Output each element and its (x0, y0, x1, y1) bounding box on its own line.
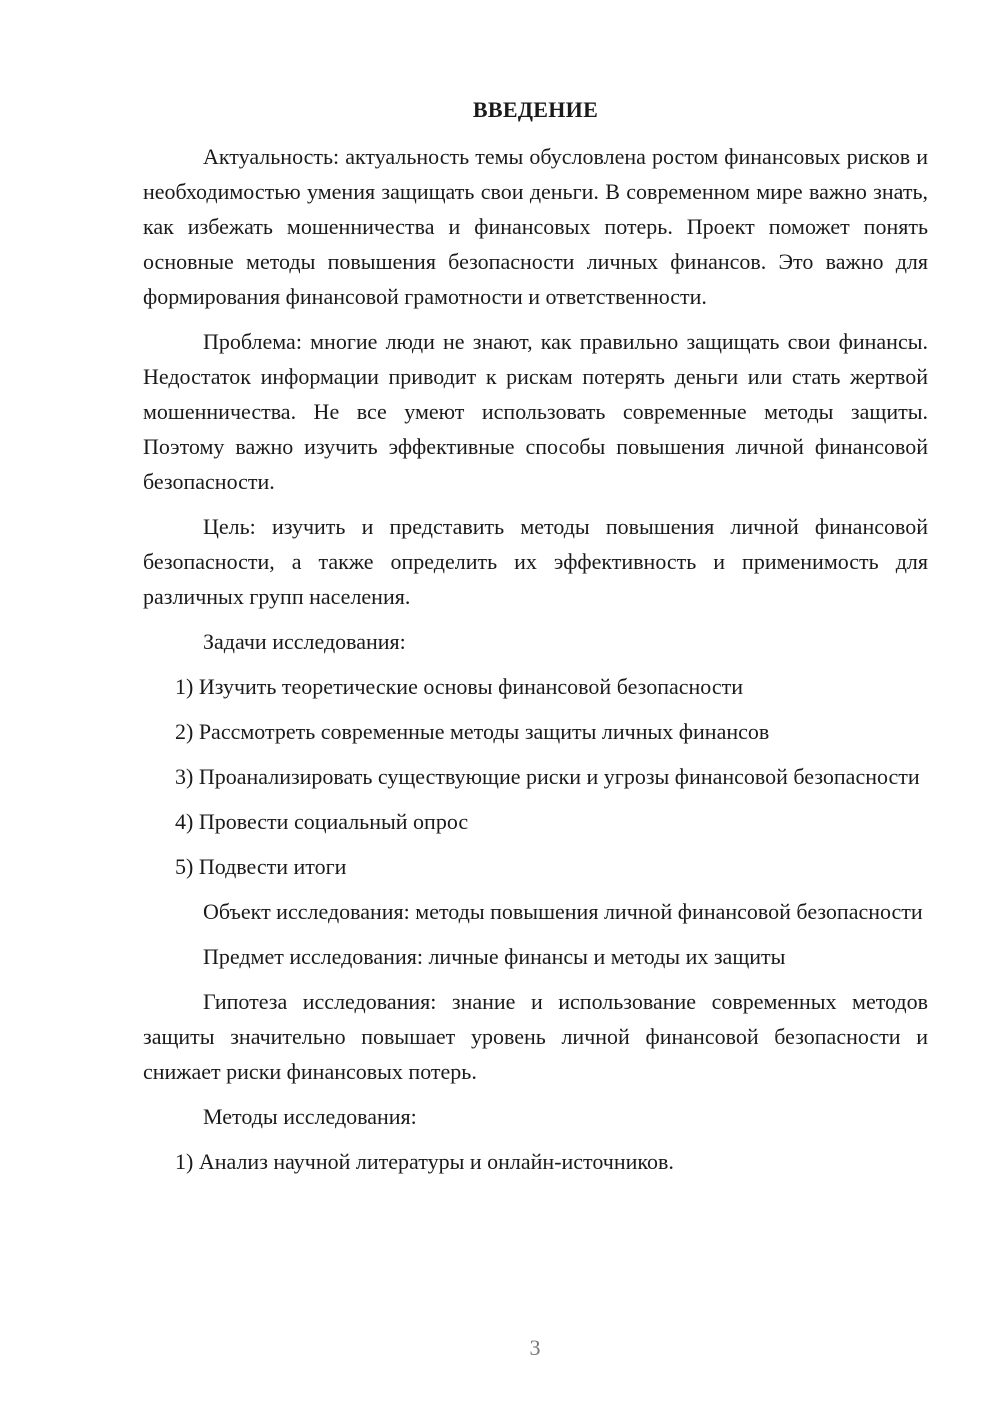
paragraph-subject: Предмет исследования: личные финансы и методы их защиты (203, 944, 786, 969)
paragraph-hypothesis: Гипотеза исследования: знание и использование современных методов защиты значительно повышает уровень личной финансовой безопасности и снижает риски финансовых потерь. (143, 989, 928, 1084)
paragraph-goal: Цель: изучить и представить методы повышения личной финансовой безопасности, а также определить их эффективность и применимость для различных групп населения. (143, 514, 928, 609)
page-title: ВВЕДЕНИЕ (472, 97, 599, 122)
paragraph-problem: Проблема: многие люди не знают, как правильно защищать свои финансы. Недостаток информации приводит к рискам потерять деньги или стать жертвой мошенничества. Не все умеют использовать современные методы защиты. Поэтому важно изучить эффективные способы повышения личной финансовой безопасности. (143, 329, 928, 494)
task-item-4: 4) Провести социальный опрос (175, 809, 469, 834)
task-item-1: 1) Изучить теоретические основы финансовой безопасности (175, 674, 743, 699)
page-content (143, 92, 928, 1189)
method-item-1: 1) Анализ научной литературы и онлайн-источников. (175, 1149, 674, 1174)
methods-heading: Методы исследования: (203, 1104, 417, 1129)
tasks-heading: Задачи исследования: (203, 629, 406, 654)
paragraph-object: Объект исследования: методы повышения личной финансовой безопасности (203, 899, 923, 924)
paragraph-relevance: Актуальность: актуальность темы обусловлена ростом финансовых рисков и необходимостью умения защищать свои деньги. В современном мире важно знать, как избежать мошенничества и финансовых потерь. Проект поможет понять основные методы повышения безопасности личных финансов. Это важно для формирования финансовой грамотности и ответственности. (143, 144, 928, 309)
task-item-2: 2) Рассмотреть современные методы защиты личных финансов (175, 719, 770, 744)
task-item-3: 3) Проанализировать существующие риски и угрозы финансовой безопасности (175, 764, 920, 789)
page-number: 3 (529, 1335, 541, 1360)
task-item-5: 5) Подвести итоги (175, 854, 347, 879)
